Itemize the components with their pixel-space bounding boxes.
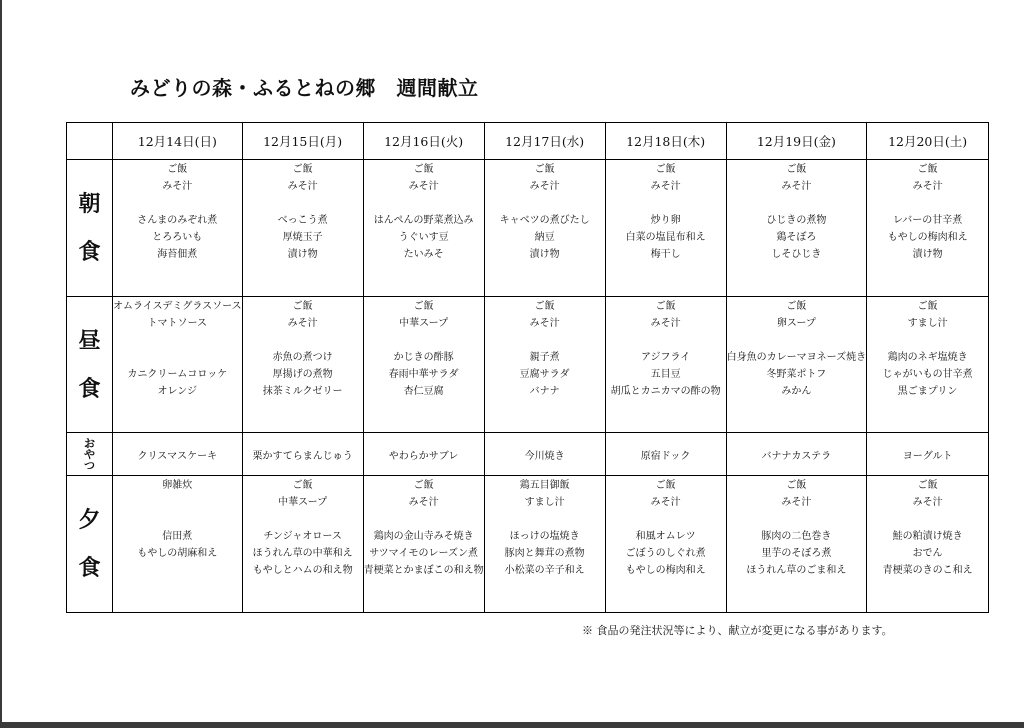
dinner-cell	[867, 476, 989, 613]
menu-item: アジフライ	[640, 352, 691, 363]
menu-item: ご飯	[413, 301, 434, 312]
menu-item: 小松菜の辛子和え	[504, 565, 585, 576]
menu-item: ご飯	[655, 480, 676, 491]
menu-item: みそ汁	[162, 181, 193, 192]
header-row	[67, 123, 989, 160]
menu-item: 鮭の粕漬け焼き	[892, 531, 963, 542]
menu-item	[867, 195, 988, 212]
lunch-cell	[726, 297, 867, 433]
breakfast-cell	[726, 160, 867, 297]
menu-item: 春雨中華サラダ	[388, 369, 459, 380]
menu-item: ほうれん草の中華和え	[252, 548, 353, 559]
menu-item: ご飯	[167, 164, 188, 175]
day-header: 12月14日(日)	[113, 123, 243, 160]
snack-cell: 今川焼き	[484, 433, 605, 476]
snack-cell: 栗かすてらまんじゅう	[242, 433, 363, 476]
breakfast-row	[67, 160, 989, 297]
lunch-cell	[113, 297, 243, 433]
menu-item: 納豆	[534, 232, 555, 243]
menu-item: ご飯	[534, 164, 555, 175]
menu-item: 漬け物	[912, 249, 943, 260]
menu-item	[113, 349, 242, 366]
menu-item	[485, 511, 605, 528]
snack-label: お や つ	[67, 433, 113, 476]
menu-item: すまし汁	[524, 497, 565, 508]
menu-item: ご飯	[292, 301, 313, 312]
menu-item: 和風オムレツ	[635, 531, 696, 542]
snack-cell: 原宿ドック	[605, 433, 726, 476]
menu-item	[727, 195, 867, 212]
menu-item: 抹茶ミルクゼリー	[262, 386, 343, 397]
breakfast-cell	[605, 160, 726, 297]
menu-item: うぐいす豆	[398, 232, 449, 243]
menu-item	[485, 195, 605, 212]
menu-item: 鶏五目御飯	[519, 480, 570, 491]
menu-item: チンジャオロース	[263, 531, 342, 542]
breakfast-cell	[363, 160, 484, 297]
menu-item: みそ汁	[529, 181, 560, 192]
menu-item: ご飯	[655, 301, 676, 312]
menu-item: 卵雑炊	[162, 480, 193, 491]
menu-item	[727, 332, 867, 349]
menu-item: オムライスデミグラスソース	[113, 301, 242, 312]
menu-item: はんぺんの野菜煮込み	[373, 215, 474, 226]
day-header: 12月20日(土)	[867, 123, 989, 160]
menu-item: 白菜の塩昆布和え	[625, 232, 706, 243]
menu-item: 厚揚げの煮物	[272, 369, 333, 380]
dinner-cell	[484, 476, 605, 613]
dinner-cell	[113, 476, 243, 613]
page-title: みどりの森・ふるとねの郷 週間献立	[130, 76, 479, 100]
menu-item: べっこう煮	[277, 215, 328, 226]
breakfast-cell	[113, 160, 243, 297]
menu-item: カニクリームコロッケ	[127, 369, 228, 380]
menu-item: 厚焼玉子	[282, 232, 323, 243]
menu-item	[867, 332, 988, 349]
menu-item: ご飯	[786, 301, 807, 312]
breakfast-cell	[242, 160, 363, 297]
menu-item: 中華スープ	[399, 318, 449, 329]
menu-item: みそ汁	[408, 497, 439, 508]
footnote: ※ 食品の発注状況等により、献立が変更になる事があります。	[582, 624, 893, 637]
lunch-cell	[867, 297, 989, 433]
menu-item	[113, 562, 242, 579]
menu-item: ご飯	[786, 480, 807, 491]
day-header: 12月17日(水)	[484, 123, 605, 160]
menu-item	[727, 511, 867, 528]
menu-item: キャベツの煮びたし	[499, 215, 590, 226]
menu-item: 梅干し	[650, 249, 681, 260]
menu-item: 里芋のそぼろ煮	[761, 548, 832, 559]
menu-item: みそ汁	[529, 318, 560, 329]
menu-item: みそ汁	[650, 497, 681, 508]
menu-item: ご飯	[413, 164, 434, 175]
menu-item: 青梗菜とかまぼこの和え物	[363, 565, 484, 576]
menu-item: 鶏肉の金山寺みそ焼き	[373, 531, 474, 542]
menu-item: サツマイモのレーズン煮	[369, 548, 478, 559]
menu-item: バナナ	[529, 386, 560, 397]
menu-item: 卵スープ	[776, 318, 816, 329]
menu-item: ひじきの煮物	[766, 215, 827, 226]
menu-item	[606, 195, 726, 212]
menu-item: おでん	[912, 548, 943, 559]
menu-item	[364, 195, 484, 212]
menu-item: みかん	[781, 386, 812, 397]
weekly-menu-table	[66, 122, 989, 613]
dinner-cell	[726, 476, 867, 613]
menu-item: もやしの胡麻和え	[137, 548, 218, 559]
menu-item: みそ汁	[650, 181, 681, 192]
menu-item: みそ汁	[912, 497, 943, 508]
dinner-cell	[363, 476, 484, 613]
menu-item	[606, 511, 726, 528]
menu-item: 五目豆	[650, 369, 681, 380]
menu-item: ご飯	[534, 301, 555, 312]
menu-item: 中華スープ	[278, 497, 328, 508]
menu-item: ごぼうのしぐれ煮	[625, 548, 706, 559]
snack-row	[67, 433, 989, 476]
menu-item: 信田煮	[162, 531, 193, 542]
lunch-cell	[242, 297, 363, 433]
lunch-row	[67, 297, 989, 433]
menu-item: レバーの甘辛煮	[892, 215, 963, 226]
dinner-cell	[605, 476, 726, 613]
menu-item: みそ汁	[287, 181, 318, 192]
lunch-cell	[363, 297, 484, 433]
menu-item: 鶏そぼろ	[776, 232, 817, 243]
menu-item: ご飯	[786, 164, 807, 175]
dinner-label: 夕 食	[67, 476, 113, 613]
menu-item: ほうれん草のごま和え	[746, 565, 847, 576]
menu-item: ご飯	[917, 301, 938, 312]
menu-item	[113, 332, 242, 349]
breakfast-cell	[867, 160, 989, 297]
menu-item	[867, 511, 988, 528]
menu-item: 鶏肉のネギ塩焼き	[887, 352, 968, 363]
menu-item: ご飯	[292, 164, 313, 175]
menu-item: ご飯	[292, 480, 313, 491]
day-header: 12月16日(火)	[363, 123, 484, 160]
lunch-cell	[484, 297, 605, 433]
menu-item: かじきの酢豚	[393, 352, 454, 363]
menu-item: みそ汁	[781, 497, 812, 508]
snack-cell: やわらかサブレ	[363, 433, 484, 476]
dinner-row	[67, 476, 989, 613]
menu-item: 漬け物	[287, 249, 318, 260]
menu-item	[243, 511, 363, 528]
corner-cell	[67, 123, 113, 160]
menu-item	[606, 332, 726, 349]
breakfast-cell	[484, 160, 605, 297]
page-bottom-edge	[0, 722, 1024, 728]
menu-item: みそ汁	[287, 318, 318, 329]
menu-item: 漬け物	[529, 249, 560, 260]
menu-item: トマトソース	[147, 318, 208, 329]
day-header: 12月18日(木)	[605, 123, 726, 160]
menu-item: もやしの梅肉和え	[887, 232, 968, 243]
snack-cell: ヨーグルト	[867, 433, 989, 476]
day-header: 12月15日(月)	[242, 123, 363, 160]
menu-item: 胡瓜とカニカマの酢の物	[610, 386, 721, 397]
menu-item: ご飯	[413, 480, 434, 491]
menu-item: 海苔佃煮	[157, 249, 198, 260]
menu-item	[243, 195, 363, 212]
menu-item: ご飯	[655, 164, 676, 175]
menu-item: 豚肉と舞茸の煮物	[504, 548, 585, 559]
menu-item: みそ汁	[650, 318, 681, 329]
menu-item: 白身魚のカレーマヨネーズ焼き	[726, 352, 867, 363]
menu-item	[364, 511, 484, 528]
lunch-cell	[605, 297, 726, 433]
menu-item: さんまのみぞれ煮	[137, 215, 218, 226]
menu-item: とろろいも	[152, 232, 203, 243]
menu-item: みそ汁	[781, 181, 812, 192]
menu-item: しそひじき	[771, 249, 822, 260]
breakfast-label: 朝 食	[67, 160, 113, 297]
lunch-label: 昼 食	[67, 297, 113, 433]
menu-item	[485, 332, 605, 349]
menu-item: ご飯	[917, 164, 938, 175]
day-header: 12月19日(金)	[726, 123, 867, 160]
menu-item	[113, 494, 242, 511]
menu-item: すまし汁	[907, 318, 948, 329]
menu-item	[364, 332, 484, 349]
menu-item: 黒ごまプリン	[897, 386, 958, 397]
menu-item	[243, 332, 363, 349]
snack-cell: クリスマスケーキ	[113, 433, 243, 476]
snack-cell: バナナカステラ	[726, 433, 867, 476]
menu-item: ご飯	[917, 480, 938, 491]
menu-item: 赤魚の煮つけ	[272, 352, 333, 363]
menu-item: オレンジ	[157, 386, 198, 397]
menu-item: 杏仁豆腐	[403, 386, 444, 397]
menu-item	[113, 511, 242, 528]
menu-item: ほっけの塩焼き	[509, 531, 580, 542]
menu-item: もやしとハムの和え物	[252, 565, 353, 576]
menu-item: 親子煮	[529, 352, 560, 363]
menu-item: 豚肉の二色巻き	[761, 531, 832, 542]
menu-item	[113, 195, 242, 212]
menu-item: 炒り卵	[650, 215, 681, 226]
menu-item: 豆腐サラダ	[519, 369, 570, 380]
menu-item: 冬野菜ポトフ	[766, 369, 827, 380]
dinner-cell	[242, 476, 363, 613]
menu-item: もやしの梅肉和え	[625, 565, 706, 576]
menu-item: みそ汁	[912, 181, 943, 192]
menu-item: じゃがいもの甘辛煮	[882, 369, 973, 380]
menu-item: たいみそ	[403, 249, 444, 260]
page-left-edge	[0, 0, 2, 728]
menu-item: みそ汁	[408, 181, 439, 192]
menu-item: 青梗菜のきのこ和え	[882, 565, 973, 576]
